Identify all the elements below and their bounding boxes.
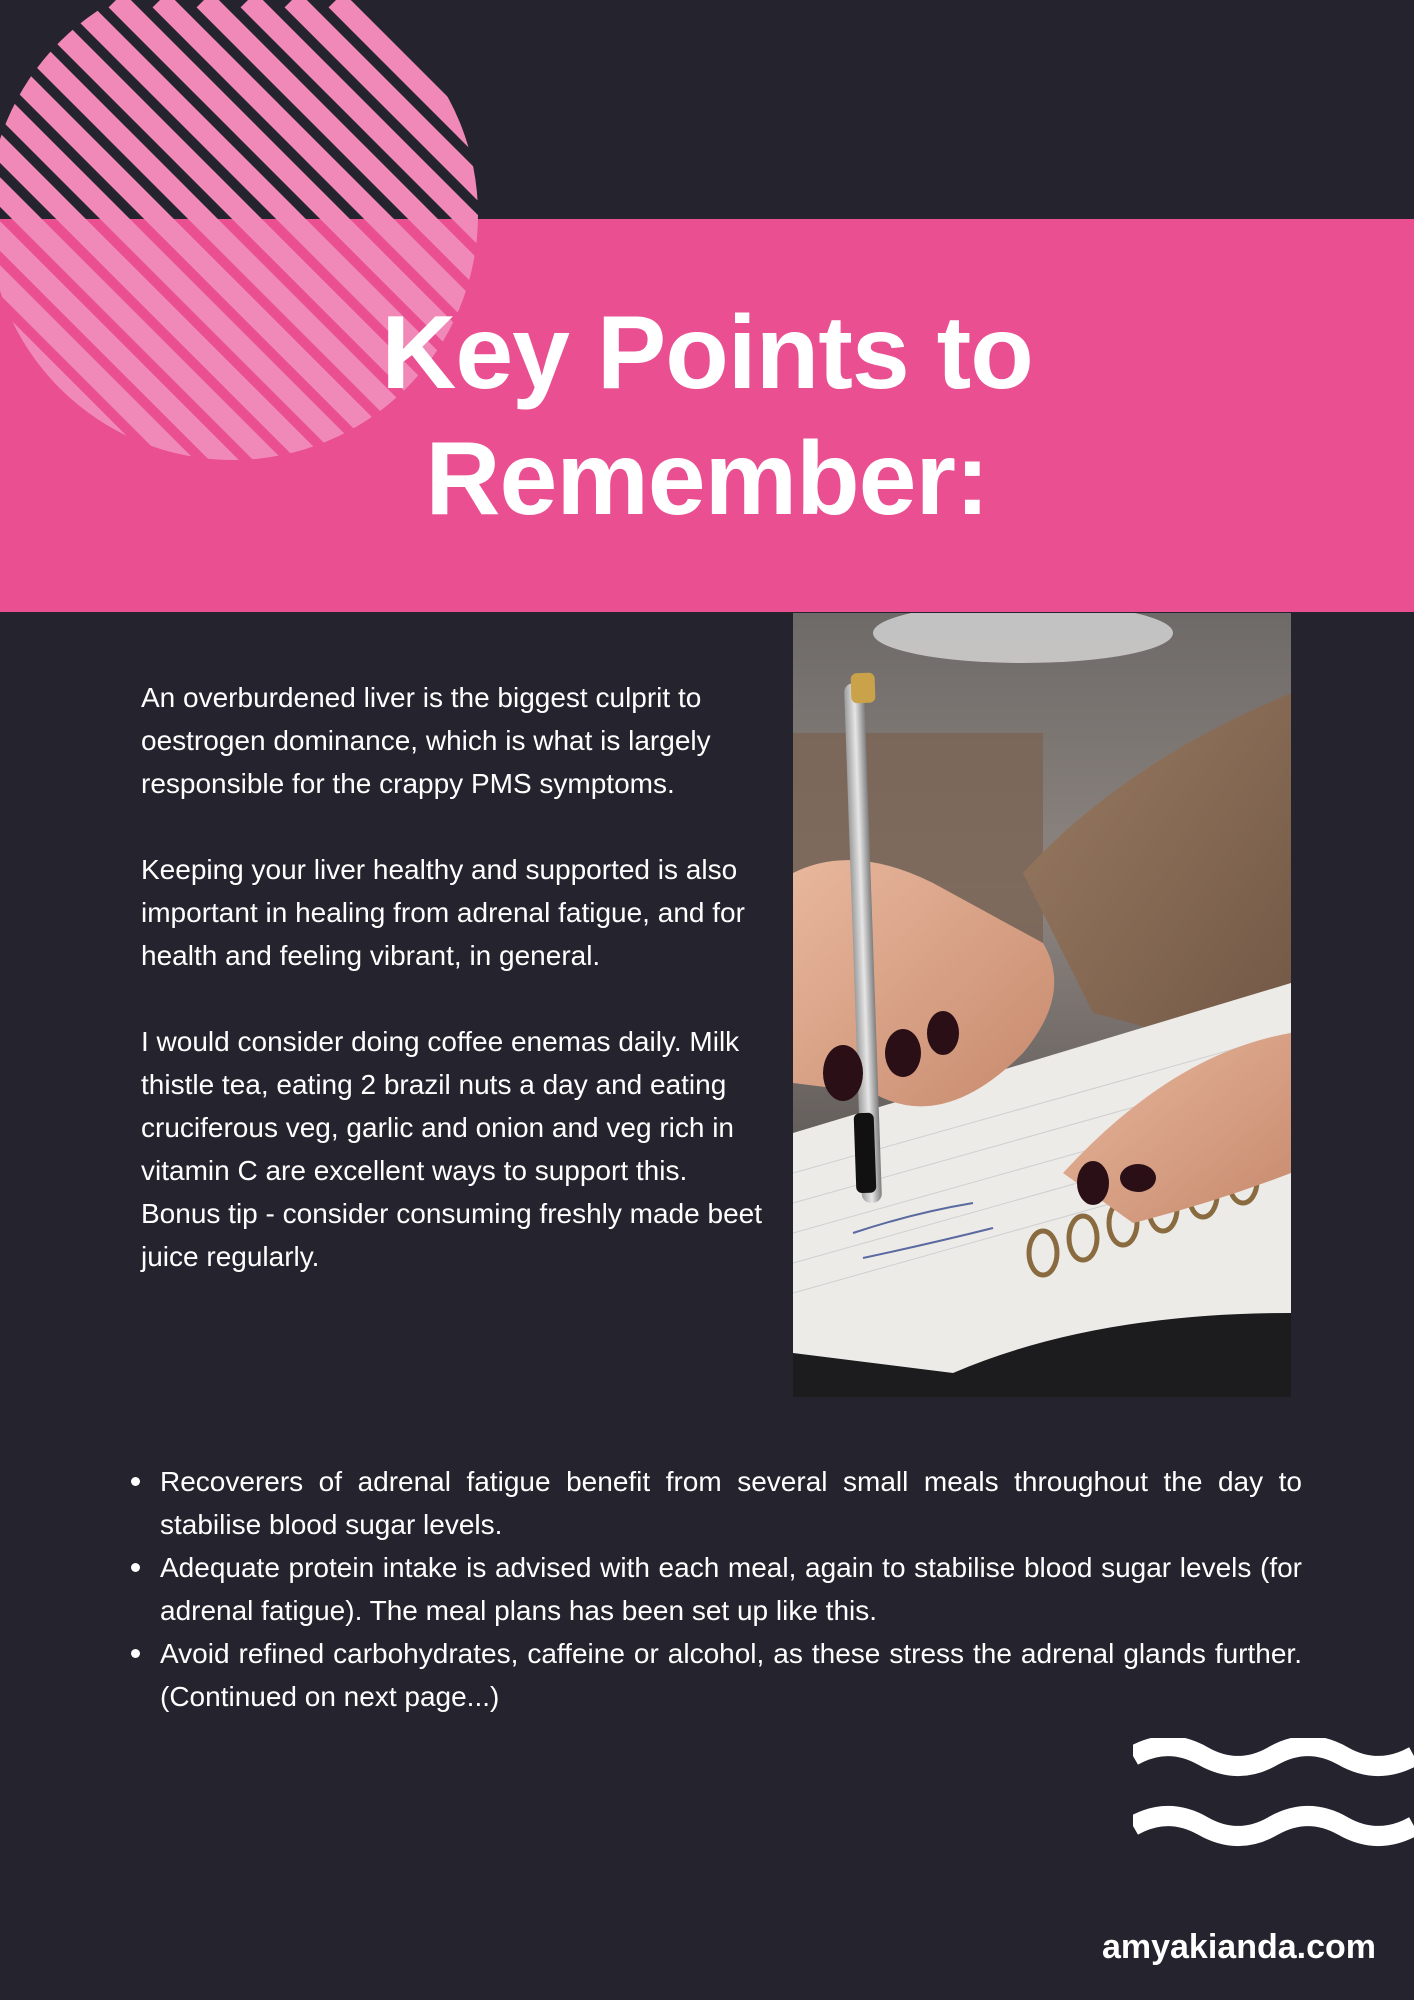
- paragraph-liver-culprit: An overburdened liver is the biggest culprit to oestrogen dominance, which is what is largely responsible for the crappy PMS symptoms.: [141, 682, 711, 799]
- paragraph-coffee-enemas: I would consider doing coffee enemas daily. Milk thistle tea, eating 2 brazil nuts a day and eating cruciferous veg, garlic and onion and veg rich in vitamin C are excellent ways to support this. Bonus tip - consider consuming freshly made beet juice regularly.: [141, 1026, 762, 1272]
- page-title: [0, 290, 1414, 542]
- list-item: Adequate protein intake is advised with each meal, again to stabilise blood sugar levels (for adrenal fatigue). The meal plans has been set up like this.: [160, 1546, 1302, 1632]
- hand-writing-photo: [793, 613, 1291, 1397]
- body-text: [141, 676, 766, 1321]
- wave-lines-decoration: [1133, 1738, 1414, 1862]
- photo-illustration: [793, 613, 1291, 1397]
- title-line-2: Remember:: [425, 421, 989, 537]
- paragraph-liver-healthy: Keeping your liver healthy and supported is also important in healing from adrenal fatigue, and for health and feeling vibrant, in general.: [141, 854, 745, 971]
- list-item: Avoid refined carbohydrates, caffeine or alcohol, as these stress the adrenal glands further. (Continued on next page...): [160, 1632, 1302, 1718]
- website-link[interactable]: amyakianda.com: [1101, 1928, 1376, 1966]
- tips-list: [160, 1460, 1302, 1718]
- list-item: Recoverers of adrenal fatigue benefit from several small meals throughout the day to stabilise blood sugar levels.: [160, 1460, 1302, 1546]
- title-line-1: Key Points to: [381, 295, 1033, 411]
